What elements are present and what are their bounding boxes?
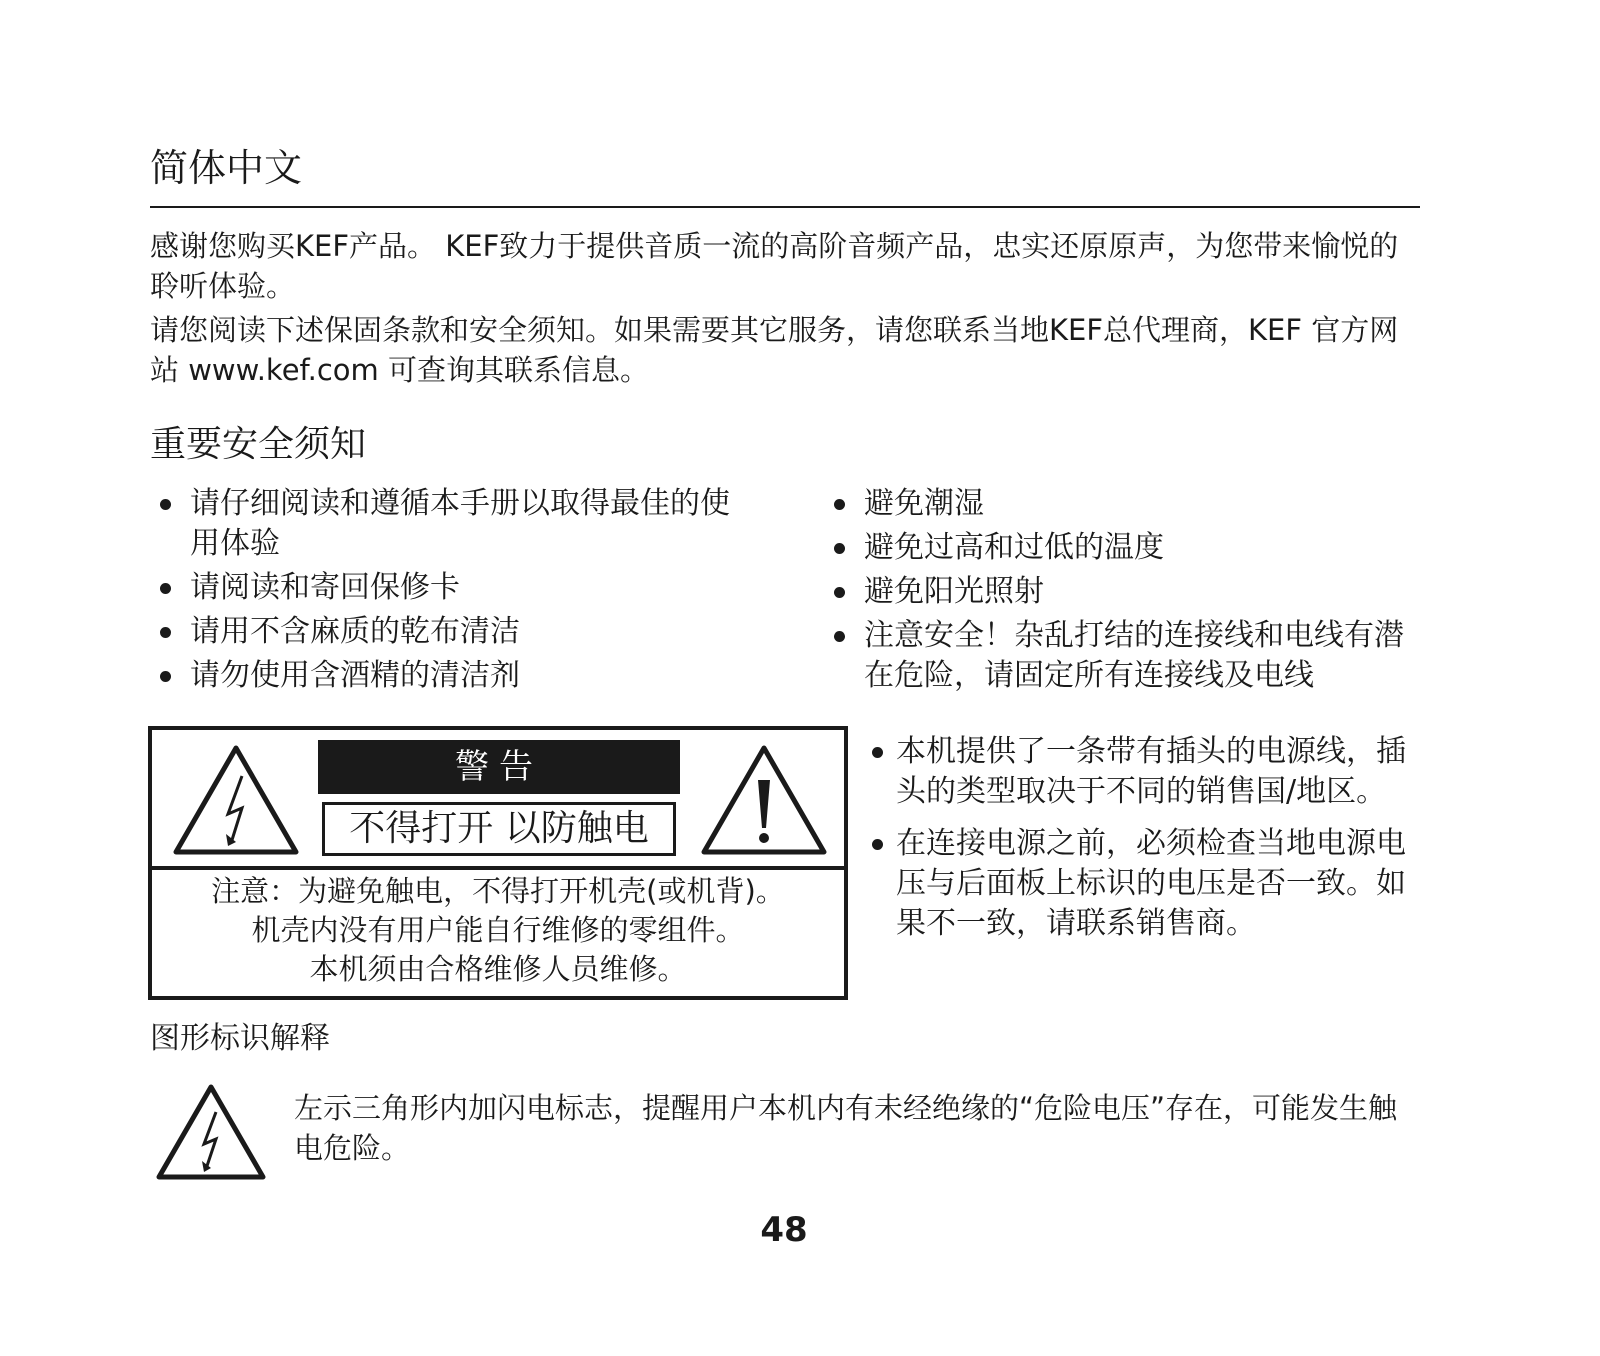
warning-box xyxy=(148,726,848,1000)
warning-note xyxy=(152,872,844,989)
lightning-triangle-icon xyxy=(170,742,302,858)
title-divider xyxy=(150,206,1420,208)
list-item: 在连接电源之前，必须检查当地电源电压与后面板上标识的电压是否一致。如果不一致，请联系销售商。 xyxy=(870,824,1418,944)
safety-list-right xyxy=(826,484,1418,700)
intro-paragraph-1: 感谢您购买KEF产品。 KEF致力于提供音质一流的高阶音频产品，忠实还原原声，为您带来愉悦的聆听体验。 xyxy=(150,229,1399,303)
list-item: 请勿使用含酒精的清洁剂 xyxy=(152,656,752,696)
list-item: 请用不含麻质的乾布清洁 xyxy=(152,612,752,652)
warning-note-line: 注意：为避免触电，不得打开机壳(或机背)。 xyxy=(211,874,785,908)
list-item: 请阅读和寄回保修卡 xyxy=(152,568,752,608)
warning-note-line: 本机须由合格维修人员维修。 xyxy=(309,952,687,986)
lightning-symbol-explanation: 左示三角形内加闪电标志，提醒用户本机内有未经绝缘的“危险电压”存在，可能发生触电危险。 xyxy=(294,1091,1398,1165)
intro-paragraph-2: 请您阅读下述保固条款和安全须知。如果需要其它服务，请您联系当地KEF总代理商，KEF 官方网站 www.kef.com 可查询其联系信息。 xyxy=(150,313,1399,387)
lightning-triangle-icon xyxy=(154,1082,268,1182)
warning-subtitle: 不得打开 以防触电 xyxy=(322,802,676,856)
list-item: 避免阳光照射 xyxy=(826,572,1418,612)
warning-note-line: 机壳内没有用户能自行维修的零组件。 xyxy=(251,913,745,947)
safety-list-left xyxy=(152,484,752,700)
warning-header xyxy=(152,730,844,870)
page-number: 48 xyxy=(760,1210,808,1250)
safety-heading: 重要安全须知 xyxy=(150,424,367,465)
list-item: 注意安全！杂乱打结的连接线和电线有潜在危险，请固定所有连接线及电线 xyxy=(826,616,1418,696)
list-item: 避免潮湿 xyxy=(826,484,1418,524)
list-item: 避免过高和过低的温度 xyxy=(826,528,1418,568)
power-list xyxy=(870,732,1418,948)
symbols-heading: 图形标识解释 xyxy=(150,1021,330,1056)
list-item: 请仔细阅读和遵循本手册以取得最佳的使用体验 xyxy=(152,484,752,564)
warning-label: 警告 xyxy=(318,740,680,794)
page-title: 简体中文 xyxy=(150,146,303,190)
exclamation-triangle-icon xyxy=(698,742,830,858)
list-item: 本机提供了一条带有插头的电源线，插头的类型取决于不同的销售国/地区。 xyxy=(870,732,1418,812)
